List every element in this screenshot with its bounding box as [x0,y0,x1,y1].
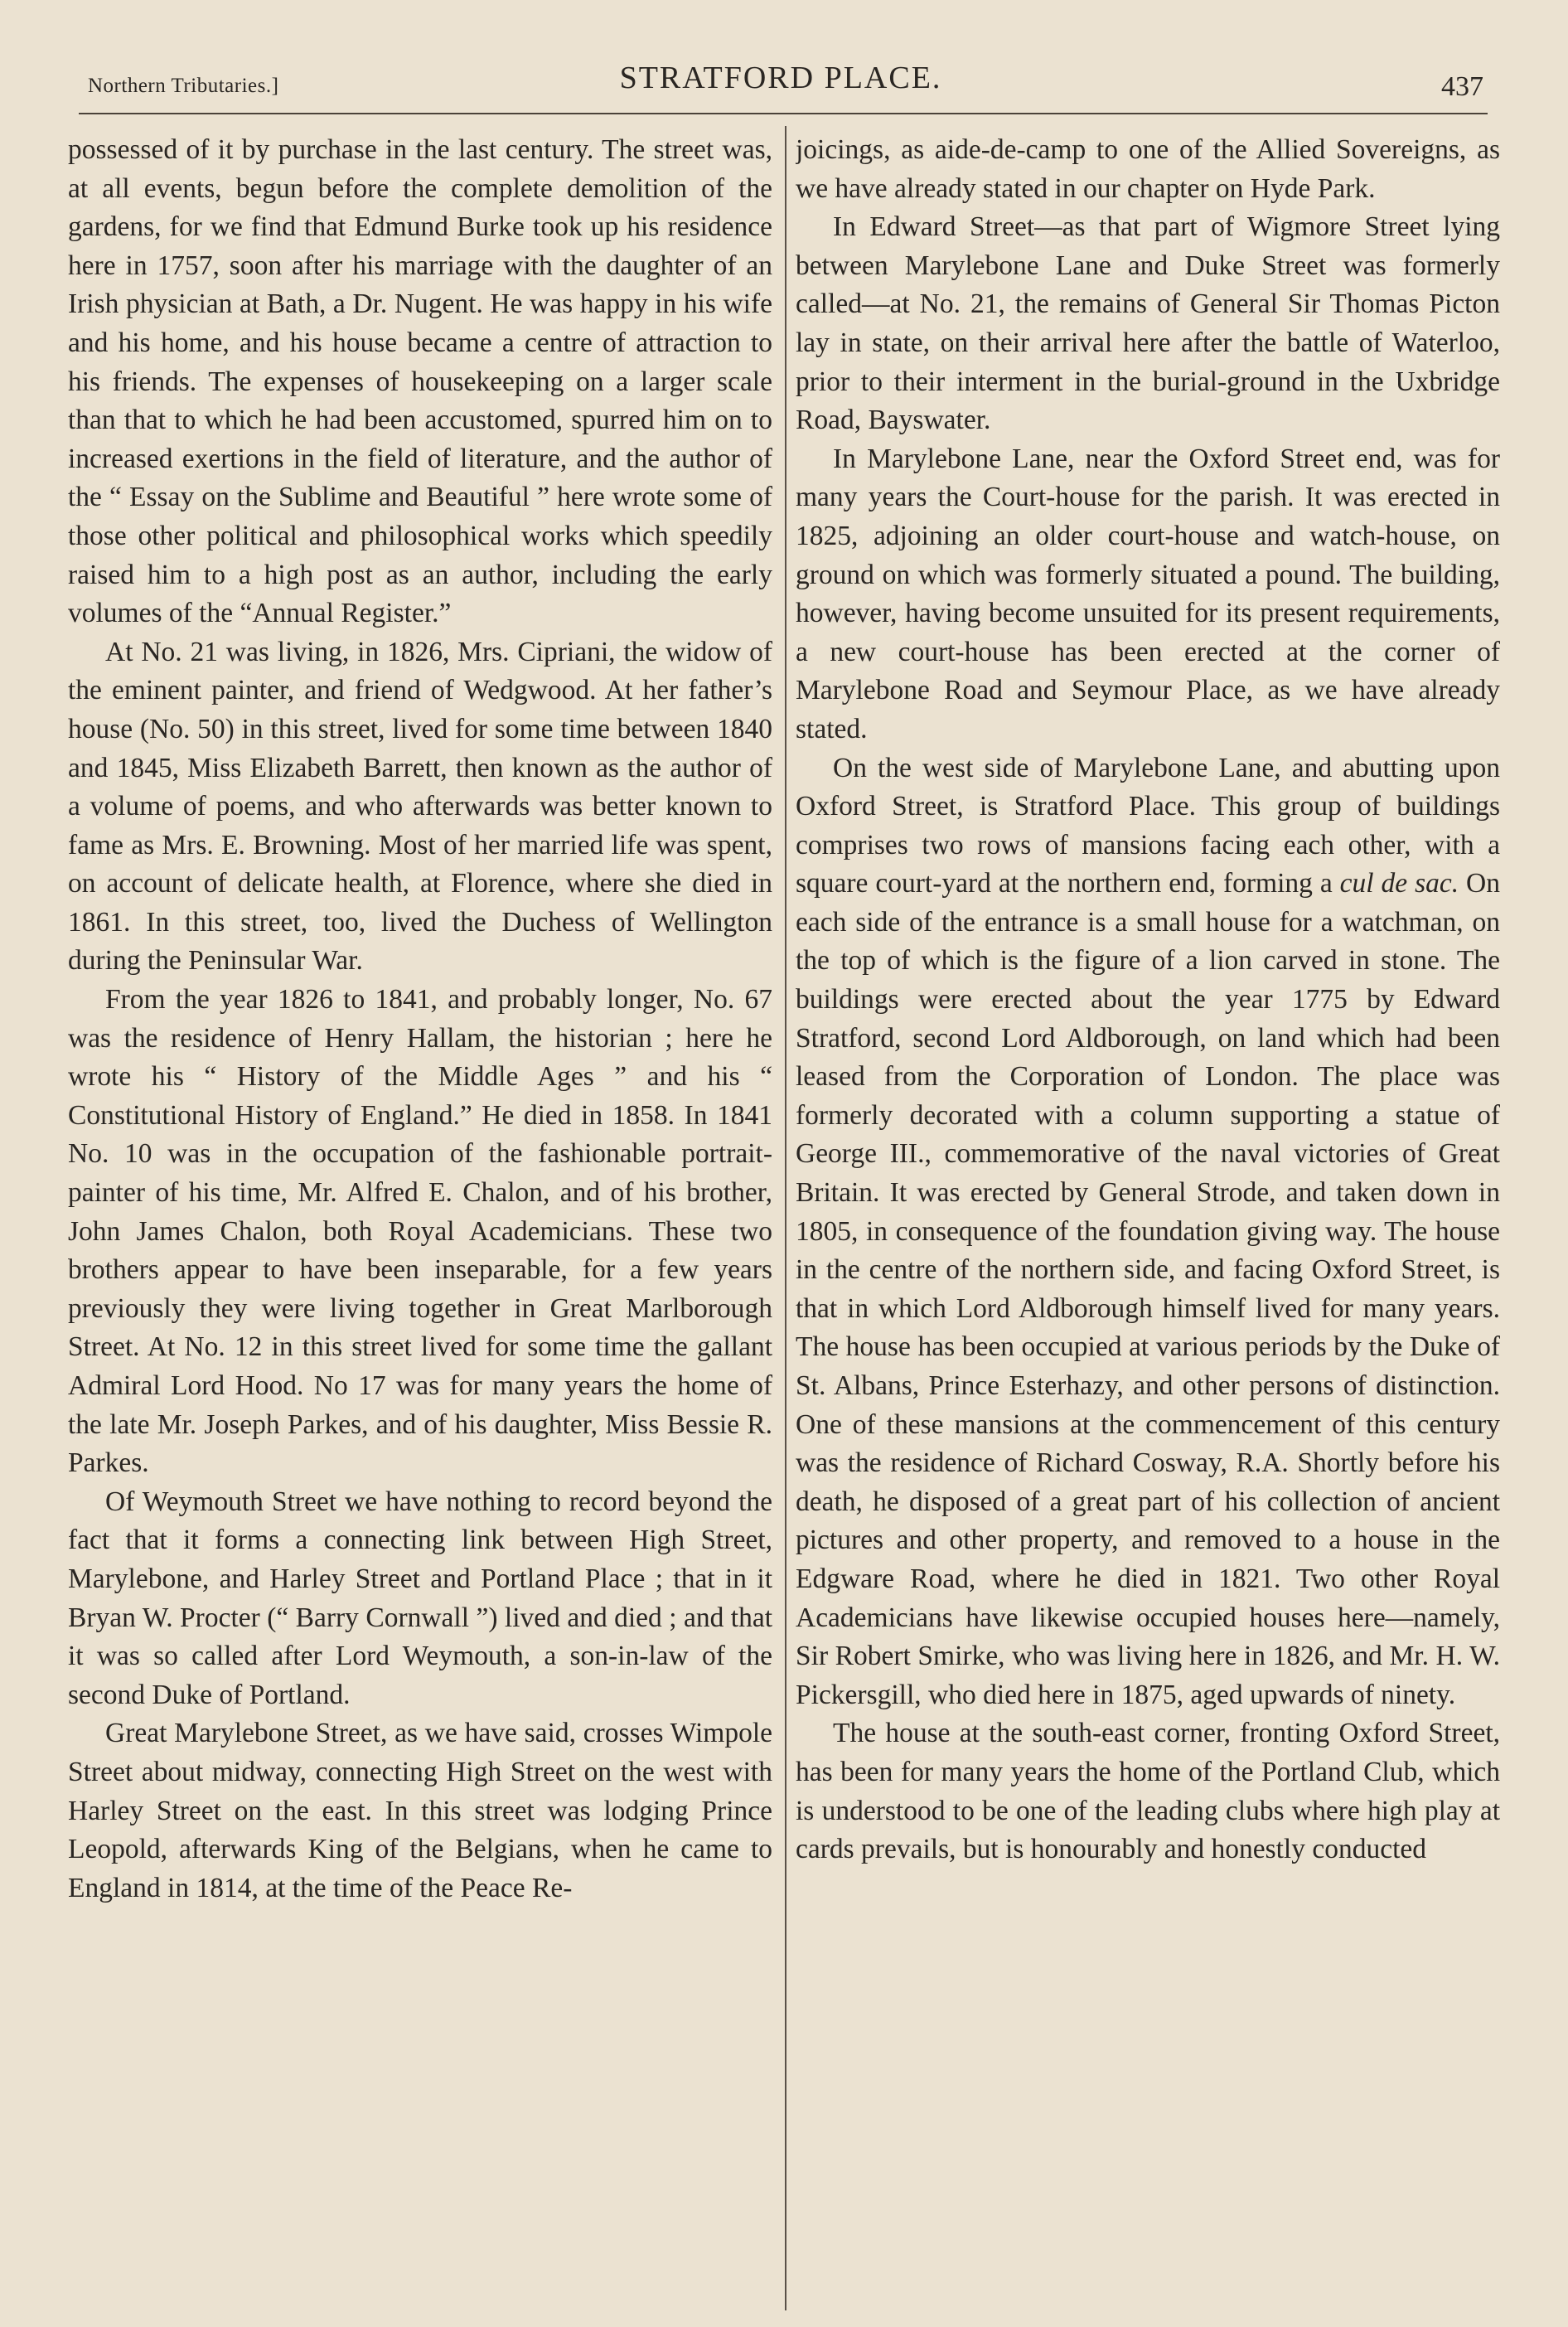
paragraph-text: On each side of the entrance is a small house for a watchman, on the top of which is the figure of a lion carved in stone. The buildings were erected about the year 1775 by Edward Stratford, second Lord Aldborough, on land which had been leased from the Corporation of London. The place was formerly decorated with a column supporting a statue of George III., commemorative of the naval victories of Great Britain. It was erected by General Strode, and taken down in 1805, in consequence of the foundation giving way. The house in the centre of the northern side, and facing Oxford Street, is that in which Lord Aldborough himself lived for many years. The house has been occupied at various periods by the Duke of St. Albans, Prince Esterhazy, and other persons of distinction. One of these mansions at the commencement of this century was the residence of Richard Cosway, R.A. Shortly before his death, he disposed of a great part of his collection of ancient pictures and other property, and removed to a house in the Edgware Road, where he died in 1821. Two other Royal Academicians have likewise occupied houses here—namely, Sir Robert Smirke, who was living here in 1826, and Mr. H. W. Pickersgill, who died here in 1875, aged upwards of ninety. [796,868,1500,1710]
paragraph: From the year 1826 to 1841, and probably longer, No. 67 was the residence of Henry Hallam, the historian ; here he wrote his “ History of the Middle Ages ” and his “ Constitutional History of England.” He died in 1858. In 1841 No. 10 was in the occupation of the fashionable portrait-painter of his time, Mr. Alfred E. Chalon, and of his brother, John James Chalon, both Royal Academicians. These two brothers appear to have been inseparable, for a few years previously they were living together in Great Marlborough Street. At No. 12 in this street lived for some time the gallant Admiral Lord Hood. No 17 was for many years the home of the late Mr. Joseph Parkes, and of his daughter, Miss Bessie R. Parkes. [68,984,772,1479]
paragraph: Of Weymouth Street we have nothing to record beyond the fact that it forms a connecting link between High Street, Marylebone, and Harley Street and Portland Place ; that in it Bryan W. Procter (“ Barry Cornwall ”) lived and died ; and that it was so called after Lord Weymouth, a son-in-law of the second Duke of Portland. [68,1486,772,1710]
column-divider [785,126,786,2310]
page-header [76,58,1485,116]
paragraph: possessed of it by purchase in the last century. The street was, at all events, begun before the complete demolition of the gardens, for we find that Edmund Burke took up his residence here in 1757, soon after his marriage with the daughter of an Irish physician at Bath, a Dr. Nugent. He was happy in his wife and his home, and his house became a centre of attraction to his friends. The expenses of housekeeping on a larger scale than that to which he had been accustomed, spurred him on to increased exertions in the field of literature, and the author of the “ Essay on the Sublime and Beautiful ” here wrote some of those other political and philosophical works which speedily raised him to a high post as an author, including the early volumes of the “Annual Register.” [68,134,772,629]
left-column [68,131,772,2311]
paragraph: joicings, as aide-de-camp to one of the Allied Sovereigns, as we have already stated in our chapter on Hyde Park. [796,134,1500,204]
paragraph: In Edward Street—as that part of Wigmore Street lying between Marylebone Lane and Duke Street was formerly called—at No. 21, the remains of General Sir Thomas Picton lay in state, on their arrival here after the battle of Waterloo, prior to their interment in the burial-ground in the Uxbridge Road, Bayswater. [796,211,1500,436]
page-number: 437 [1441,71,1483,102]
paragraph: In Marylebone Lane, near the Oxford Street end, was for many years the Court-house for the parish. It was erected in 1825, adjoining an older court-house and watch-house, on ground on which was formerly situated a pound. The building, however, having become unsuited for its present requirements, a new court-house has been erected at the corner of Marylebone Road and Seymour Place, as we have already stated. [796,443,1500,744]
page-title: STRATFORD PLACE. [619,61,942,95]
paragraph-text: On the west side of Marylebone Lane, and abutting upon Oxford Street, is Stratford Place. This group of buildings comprises two rows of mansions facing each other, with a square court-yard at the northern end, forming a [796,752,1500,899]
paragraph: At No. 21 was living, in 1826, Mrs. Cipriani, the widow of the eminent painter, and friend of Wedgwood. At her father’s house (No. 50) in this street, lived for some time between 1840 and 1845, Miss Elizabeth Barrett, then known as the author of a volume of poems, and who afterwards was better known to fame as Mrs. E. Browning. Most of her married life was spent, on account of delicate health, at Florence, where she died in 1861. In this street, too, lived the Duchess of Wellington during the Peninsular War. [68,636,772,977]
italic-phrase: cul de sac. [1339,868,1459,899]
header-rule [79,113,1488,114]
paragraph: The house at the south-east corner, fronting Oxford Street, has been for many years the home of the Portland Club, which is understood to be one of the leading clubs where high play at cards prevails, but is honourably and honestly conducted [796,1718,1500,1865]
running-head: Northern Tributaries.] [88,75,279,97]
right-column [796,131,1500,2311]
paragraph [796,749,1500,1715]
paragraph: Great Marylebone Street, as we have said, crosses Wimpole Street about midway, connecting High Street on the west with Harley Street on the east. In this street was lodging Prince Leopold, afterwards King of the Belgians, when he came to England in 1814, at the time of the Peace Re- [68,1718,772,1903]
